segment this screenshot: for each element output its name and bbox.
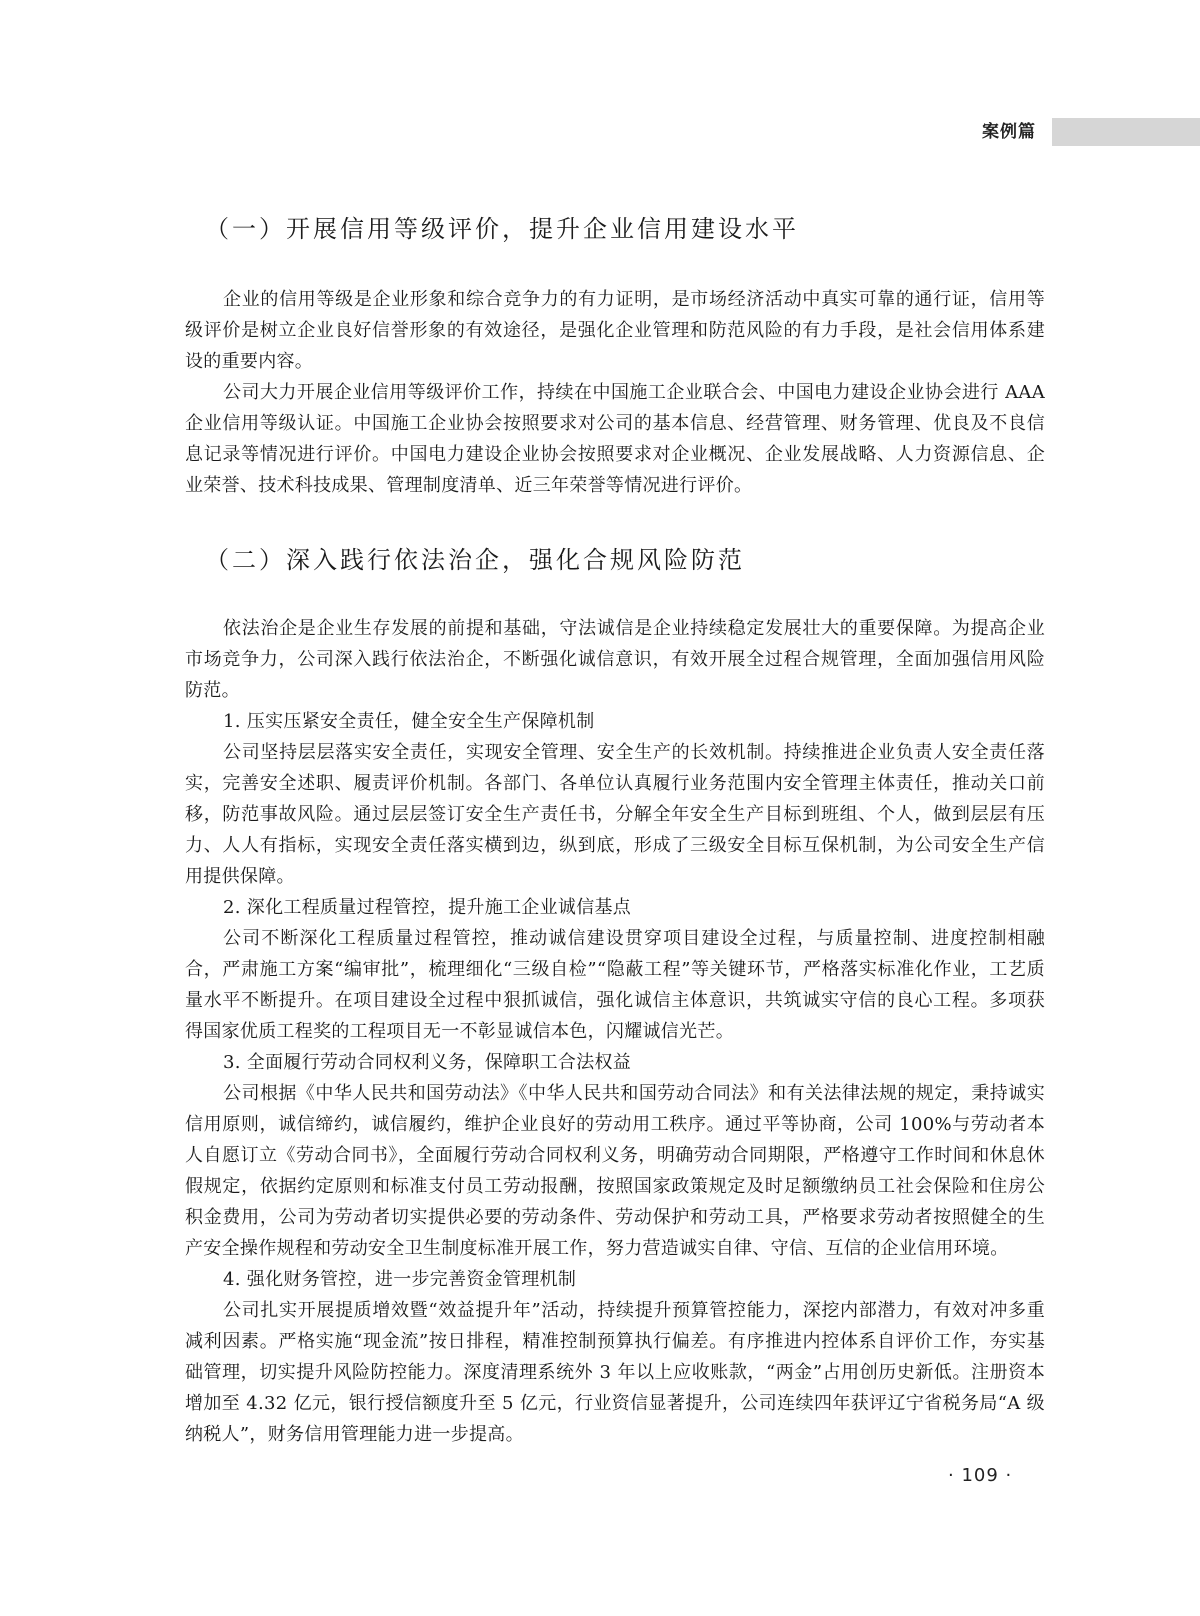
section-heading-2: （二）深入践行依法治企，强化合规风险防范 <box>205 546 745 574</box>
paragraph: 依法治企是企业生存发展的前提和基础，守法诚信是企业持续稳定发展壮大的重要保障。为提高企业市场竞争力，公司深入践行依法治企，不断强化诚信意识，有效开展全过程合规管理，全面加强信用风险防范。 <box>185 618 1045 701</box>
paragraph: 公司坚持层层落实安全责任，实现安全管理、安全生产的长效机制。持续推进企业负责人安全责任落实，完善安全述职、履责评价机制。各部门、各单位认真履行业务范围内安全管理主体责任，推动关口前移，防范事故风险。通过层层签订安全生产责任书，分解全年安全生产目标到班组、个人，做到层层有压力、人人有指标，实现安全责任落实横到边，纵到底，形成了三级安全目标互保机制，为公司安全生产信用提供保障。 <box>185 742 1045 887</box>
subheading: 1. 压实压紧安全责任，健全安全生产保障机制 <box>223 711 595 732</box>
page-body <box>185 200 1045 1450</box>
section-heading-1: （一）开展信用等级评价，提升企业信用建设水平 <box>205 215 799 243</box>
paragraph: 公司根据《中华人民共和国劳动法》《中华人民共和国劳动合同法》和有关法律法规的规定，秉持诚实信用原则，诚信缔约，诚信履约，维护企业良好的劳动用工秩序。通过平等协商，公司 100%与劳动者本人自愿订立《劳动合同书》，全面履行劳动合同权利义务，明确劳动合同期限，严格遵守工作时间和休息休假规定，依据约定原则和标准支付员工劳动报酬，按照国家政策规定及时足额缴纳员工社会保险和住房公积金费用，公司为劳动者切实提供必要的劳动条件、劳动保护和劳动工具，严格要求劳动者按照健全的生产安全操作规程和劳动安全卫生制度标准开展工作，努力营造诚实自律、守信、互信的企业信用环境。 <box>185 1083 1045 1259</box>
header-bar <box>1052 118 1200 146</box>
subheading: 2. 深化工程质量过程管控，提升施工企业诚信基点 <box>223 897 632 918</box>
paragraph: 公司大力开展企业信用等级评价工作，持续在中国施工企业联合会、中国电力建设企业协会进行 AAA 企业信用等级认证。中国施工企业协会按照要求对公司的基本信息、经营管理、财务管理、优良及不良信息记录等情况进行评价。中国电力建设企业协会按照要求对企业概况、企业发展战略、人力资源信息、企业荣誉、技术科技成果、管理制度清单、近三年荣誉等情况进行评价。 <box>185 382 1045 496</box>
page-number: · 109 · <box>948 1465 1013 1486</box>
paragraph: 公司不断深化工程质量过程管控，推动诚信建设贯穿项目建设全过程，与质量控制、进度控制相融合，严肃施工方案“编审批”，梳理细化“三级自检”“隐蔽工程”等关键环节，严格落实标准化作业，工艺质量水平不断提升。在项目建设全过程中狠抓诚信，强化诚信主体意识，共筑诚实守信的良心工程。多项获得国家优质工程奖的工程项目无一不彰显诚信本色，闪耀诚信光芒。 <box>185 928 1045 1042</box>
section-label: 案例篇 <box>982 122 1036 142</box>
subheading: 4. 强化财务管控，进一步完善资金管理机制 <box>223 1269 577 1290</box>
paragraph: 公司扎实开展提质增效暨“效益提升年”活动，持续提升预算管控能力，深挖内部潜力，有效对冲多重减利因素。严格实施“现金流”按日排程，精准控制预算执行偏差。有序推进内控体系自评价工作，夯实基础管理，切实提升风险防控能力。深度清理系统外 3 年以上应收账款，“两金”占用创历史新低。注册资本增加至 4.32 亿元，银行授信额度升至 5 亿元，行业资信显著提升，公司连续四年获评辽宁省税务局“A 级纳税人”，财务信用管理能力进一步提高。 <box>185 1300 1045 1445</box>
subheading: 3. 全面履行劳动合同权利义务，保障职工合法权益 <box>223 1052 632 1073</box>
paragraph: 企业的信用等级是企业形象和综合竞争力的有力证明，是市场经济活动中真实可靠的通行证，信用等级评价是树立企业良好信誉形象的有效途径，是强化企业管理和防范风险的有力手段，是社会信用体系建设的重要内容。 <box>185 289 1045 372</box>
